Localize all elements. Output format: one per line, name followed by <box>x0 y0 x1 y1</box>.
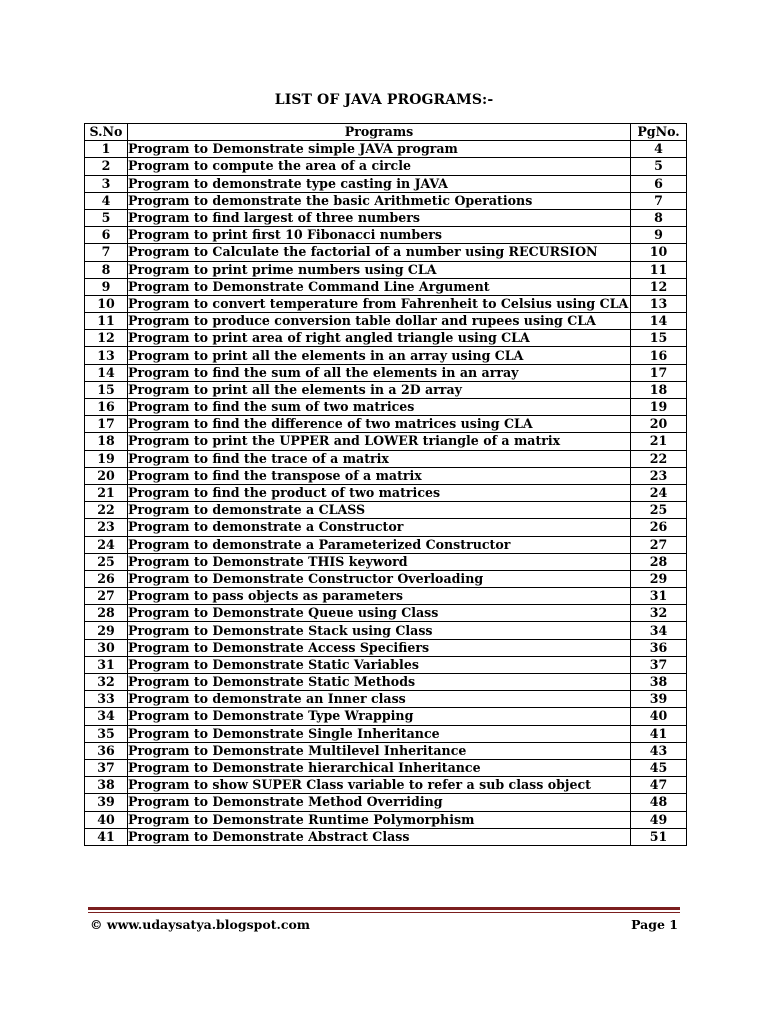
row-page-cell: 47 <box>631 777 687 794</box>
row-program-cell: Program to Demonstrate Constructor Overloading <box>128 570 631 587</box>
row-sno-cell: 27 <box>85 588 128 605</box>
table-row <box>85 313 687 330</box>
table-row <box>85 519 687 536</box>
row-page-cell: 24 <box>631 484 687 501</box>
table-header-row <box>85 124 687 141</box>
row-sno-cell: 18 <box>85 433 128 450</box>
table-row <box>85 433 687 450</box>
row-page-cell: 31 <box>631 588 687 605</box>
row-page-cell: 13 <box>631 295 687 312</box>
row-program-cell: Program to Demonstrate Single Inheritance <box>128 725 631 742</box>
row-page-cell: 29 <box>631 570 687 587</box>
row-program-cell: Program to demonstrate an Inner class <box>128 691 631 708</box>
row-page-cell: 49 <box>631 811 687 828</box>
table-row <box>85 192 687 209</box>
table-row <box>85 811 687 828</box>
table-row <box>85 484 687 501</box>
row-program-cell: Program to demonstrate type casting in JAVA <box>128 175 631 192</box>
table-row <box>85 828 687 845</box>
row-page-cell: 48 <box>631 794 687 811</box>
row-program-cell: Program to print prime numbers using CLA <box>128 261 631 278</box>
row-program-cell: Program to Demonstrate Queue using Class <box>128 605 631 622</box>
header-programs: Programs <box>128 124 631 141</box>
row-page-cell: 28 <box>631 553 687 570</box>
row-page-cell: 43 <box>631 742 687 759</box>
programs-table <box>84 123 687 846</box>
table-row <box>85 175 687 192</box>
row-page-cell: 23 <box>631 467 687 484</box>
row-sno-cell: 36 <box>85 742 128 759</box>
row-program-cell: Program to demonstrate a Constructor <box>128 519 631 536</box>
row-program-cell: Program to find the sum of all the elements in an array <box>128 364 631 381</box>
row-sno-cell: 21 <box>85 484 128 501</box>
row-program-cell: Program to Demonstrate simple JAVA program <box>128 141 631 158</box>
row-page-cell: 37 <box>631 656 687 673</box>
row-program-cell: Program to show SUPER Class variable to refer a sub class object <box>128 777 631 794</box>
row-sno-cell: 34 <box>85 708 128 725</box>
row-sno-cell: 1 <box>85 141 128 158</box>
table-row <box>85 141 687 158</box>
row-program-cell: Program to print all the elements in a 2D array <box>128 381 631 398</box>
row-page-cell: 4 <box>631 141 687 158</box>
row-program-cell: Program to Demonstrate Static Methods <box>128 674 631 691</box>
row-page-cell: 41 <box>631 725 687 742</box>
row-page-cell: 11 <box>631 261 687 278</box>
row-page-cell: 21 <box>631 433 687 450</box>
row-program-cell: Program to Demonstrate Command Line Argument <box>128 278 631 295</box>
row-sno-cell: 28 <box>85 605 128 622</box>
row-page-cell: 40 <box>631 708 687 725</box>
table-row <box>85 467 687 484</box>
row-page-cell: 32 <box>631 605 687 622</box>
table-row <box>85 553 687 570</box>
row-sno-cell: 37 <box>85 759 128 776</box>
row-sno-cell: 41 <box>85 828 128 845</box>
row-sno-cell: 19 <box>85 450 128 467</box>
row-program-cell: Program to Demonstrate Static Variables <box>128 656 631 673</box>
row-program-cell: Program to produce conversion table dollar and rupees using CLA <box>128 313 631 330</box>
row-sno-cell: 16 <box>85 399 128 416</box>
table-row <box>85 158 687 175</box>
footer-rule-thin <box>88 912 680 913</box>
row-sno-cell: 14 <box>85 364 128 381</box>
table-row <box>85 794 687 811</box>
table-row <box>85 330 687 347</box>
row-page-cell: 36 <box>631 639 687 656</box>
row-sno-cell: 22 <box>85 502 128 519</box>
row-sno-cell: 3 <box>85 175 128 192</box>
row-program-cell: Program to demonstrate a Parameterized Constructor <box>128 536 631 553</box>
row-sno-cell: 24 <box>85 536 128 553</box>
row-page-cell: 6 <box>631 175 687 192</box>
row-page-cell: 19 <box>631 399 687 416</box>
row-program-cell: Program to Demonstrate Method Overriding <box>128 794 631 811</box>
document-title: LIST OF JAVA PROGRAMS:- <box>274 92 494 108</box>
row-sno-cell: 32 <box>85 674 128 691</box>
table-row <box>85 278 687 295</box>
row-page-cell: 15 <box>631 330 687 347</box>
row-page-cell: 7 <box>631 192 687 209</box>
table-row <box>85 244 687 261</box>
row-page-cell: 5 <box>631 158 687 175</box>
row-program-cell: Program to Demonstrate hierarchical Inheritance <box>128 759 631 776</box>
header-page-no: PgNo. <box>631 124 687 141</box>
row-program-cell: Program to find the transpose of a matrix <box>128 467 631 484</box>
row-page-cell: 17 <box>631 364 687 381</box>
row-sno-cell: 33 <box>85 691 128 708</box>
row-sno-cell: 25 <box>85 553 128 570</box>
row-program-cell: Program to demonstrate the basic Arithmetic Operations <box>128 192 631 209</box>
row-page-cell: 14 <box>631 313 687 330</box>
row-program-cell: Program to find largest of three numbers <box>128 209 631 226</box>
row-sno-cell: 31 <box>85 656 128 673</box>
table-row <box>85 416 687 433</box>
row-sno-cell: 11 <box>85 313 128 330</box>
table-row <box>85 708 687 725</box>
row-program-cell: Program to Demonstrate Abstract Class <box>128 828 631 845</box>
table-row <box>85 347 687 364</box>
footer-page-number: Page 1 <box>631 917 678 932</box>
row-program-cell: Program to convert temperature from Fahrenheit to Celsius using CLA <box>128 295 631 312</box>
table-row <box>85 381 687 398</box>
table-row <box>85 364 687 381</box>
header-sno: S.No <box>85 124 128 141</box>
row-program-cell: Program to print area of right angled triangle using CLA <box>128 330 631 347</box>
row-sno-cell: 26 <box>85 570 128 587</box>
row-program-cell: Program to pass objects as parameters <box>128 588 631 605</box>
row-program-cell: Program to demonstrate a CLASS <box>128 502 631 519</box>
table-row <box>85 502 687 519</box>
row-page-cell: 25 <box>631 502 687 519</box>
row-page-cell: 27 <box>631 536 687 553</box>
table-row <box>85 570 687 587</box>
row-sno-cell: 6 <box>85 227 128 244</box>
row-page-cell: 26 <box>631 519 687 536</box>
table-row <box>85 691 687 708</box>
row-program-cell: Program to Demonstrate Type Wrapping <box>128 708 631 725</box>
row-sno-cell: 4 <box>85 192 128 209</box>
row-sno-cell: 35 <box>85 725 128 742</box>
table-row <box>85 656 687 673</box>
row-program-cell: Program to Demonstrate THIS keyword <box>128 553 631 570</box>
table-row <box>85 536 687 553</box>
row-page-cell: 45 <box>631 759 687 776</box>
row-sno-cell: 17 <box>85 416 128 433</box>
row-sno-cell: 10 <box>85 295 128 312</box>
row-page-cell: 16 <box>631 347 687 364</box>
row-page-cell: 10 <box>631 244 687 261</box>
row-program-cell: Program to print first 10 Fibonacci numbers <box>128 227 631 244</box>
table-row <box>85 295 687 312</box>
row-page-cell: 38 <box>631 674 687 691</box>
table-row <box>85 227 687 244</box>
table-row <box>85 622 687 639</box>
row-page-cell: 22 <box>631 450 687 467</box>
table-row <box>85 742 687 759</box>
table-row <box>85 639 687 656</box>
table-row <box>85 777 687 794</box>
row-page-cell: 9 <box>631 227 687 244</box>
row-page-cell: 51 <box>631 828 687 845</box>
table-row <box>85 399 687 416</box>
row-program-cell: Program to Demonstrate Multilevel Inheritance <box>128 742 631 759</box>
row-page-cell: 20 <box>631 416 687 433</box>
row-program-cell: Program to find the sum of two matrices <box>128 399 631 416</box>
table-row <box>85 450 687 467</box>
row-program-cell: Program to print the UPPER and LOWER triangle of a matrix <box>128 433 631 450</box>
row-sno-cell: 23 <box>85 519 128 536</box>
table-row <box>85 674 687 691</box>
row-program-cell: Program to Demonstrate Runtime Polymorphism <box>128 811 631 828</box>
row-page-cell: 34 <box>631 622 687 639</box>
table-row <box>85 261 687 278</box>
row-program-cell: Program to print all the elements in an array using CLA <box>128 347 631 364</box>
row-sno-cell: 20 <box>85 467 128 484</box>
table-row <box>85 725 687 742</box>
row-page-cell: 18 <box>631 381 687 398</box>
row-program-cell: Program to Calculate the factorial of a number using RECURSION <box>128 244 631 261</box>
row-sno-cell: 15 <box>85 381 128 398</box>
row-program-cell: Program to Demonstrate Access Specifiers <box>128 639 631 656</box>
row-sno-cell: 38 <box>85 777 128 794</box>
table-row <box>85 209 687 226</box>
row-sno-cell: 12 <box>85 330 128 347</box>
row-program-cell: Program to compute the area of a circle <box>128 158 631 175</box>
row-sno-cell: 40 <box>85 811 128 828</box>
row-page-cell: 39 <box>631 691 687 708</box>
row-page-cell: 12 <box>631 278 687 295</box>
row-sno-cell: 9 <box>85 278 128 295</box>
row-sno-cell: 5 <box>85 209 128 226</box>
row-sno-cell: 8 <box>85 261 128 278</box>
row-sno-cell: 39 <box>85 794 128 811</box>
footer-rule-thick <box>88 907 680 910</box>
row-sno-cell: 29 <box>85 622 128 639</box>
row-sno-cell: 7 <box>85 244 128 261</box>
table-body <box>85 141 687 846</box>
table-row <box>85 759 687 776</box>
row-page-cell: 8 <box>631 209 687 226</box>
table-row <box>85 588 687 605</box>
row-sno-cell: 2 <box>85 158 128 175</box>
footer-website: © www.udaysatya.blogspot.com <box>90 917 311 932</box>
table-row <box>85 605 687 622</box>
row-program-cell: Program to find the product of two matrices <box>128 484 631 501</box>
row-program-cell: Program to find the difference of two matrices using CLA <box>128 416 631 433</box>
row-sno-cell: 30 <box>85 639 128 656</box>
row-program-cell: Program to find the trace of a matrix <box>128 450 631 467</box>
row-program-cell: Program to Demonstrate Stack using Class <box>128 622 631 639</box>
row-sno-cell: 13 <box>85 347 128 364</box>
